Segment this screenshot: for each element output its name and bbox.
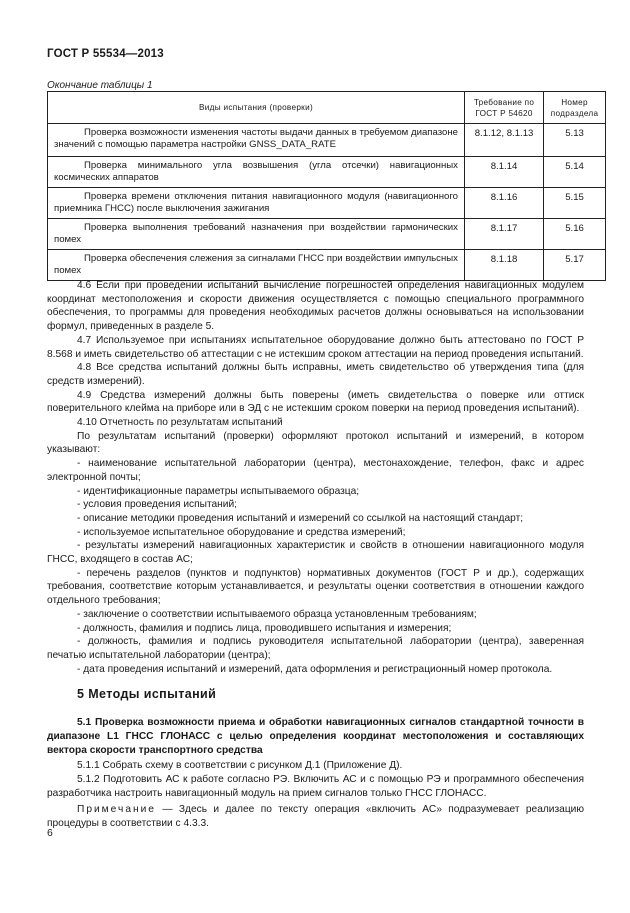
test-requirement: 8.1.16 bbox=[464, 188, 543, 219]
test-requirement: 8.1.18 bbox=[464, 250, 543, 281]
table-row bbox=[48, 219, 606, 250]
list-item: - должность, фамилия и подпись руководителя испытательной лаборатории (центра), заверенная печатью испытательной лаборатории (центра); bbox=[47, 636, 584, 661]
test-description: Проверка возможности изменения частоты выдачи данных в требуемом диапазоне значений с помощью параметра настройки GNSS_DATA_RATE bbox=[54, 127, 458, 151]
paragraph: 4.10 Отчетность по результатам испытаний bbox=[77, 417, 283, 429]
test-subsection: 5.14 bbox=[544, 157, 606, 188]
body-text bbox=[47, 279, 584, 676]
list-item: - условия проведения испытаний; bbox=[77, 499, 238, 511]
table-row bbox=[48, 124, 606, 157]
paragraph: 4.7 Используемое при испытаниях испытательное оборудование должно быть аттестовано по ГОСТ Р 8.568 и иметь свидетельство об аттестации с не истекшим сроком аттестации на период проведения испытаний. bbox=[47, 334, 584, 360]
column-header-subsection: Номер подраздела bbox=[544, 92, 606, 124]
list-item: - используемое испытательное оборудование и средства измерений; bbox=[77, 526, 406, 538]
subsection-heading: 5.1 Проверка возможности приема и обработки навигационных сигналов стандартной точности в диапазоне L1 ГНСС ГЛОНАСС с целью определения координат местоположения и составляющих вектора скорости транспортного средства bbox=[47, 717, 584, 756]
test-requirement: 8.1.14 bbox=[464, 157, 543, 188]
list-item: - перечень разделов (пунктов и подпунктов) нормативных документов (ГОСТ Р и др.), содержащих требования, соответствие которым устанавливается, и результаты оценки соответствия в отношении каждого отдельного требования; bbox=[47, 567, 584, 607]
section-heading: 5 Методы испытаний bbox=[77, 687, 217, 701]
test-description: Проверка времени отключения питания навигационного модуля (навигационного приемника ГНСС) после выключения зажигания bbox=[54, 191, 458, 215]
paragraph: 5.1.2 Подготовить АС к работе согласно РЭ. Включить АС и с помощью РЭ и программного обеспечения разработчика настроить навигационный модуль на прием сигналов только ГНСС ГЛОНАСС. bbox=[47, 774, 584, 799]
paragraph: 4.6 Если при проведении испытаний вычисление погрешностей определения навигационных модулем координат местоположения и скорости движения осуществляется с помощью специального программного обеспечения, то программы для проведения необходимых расчетов должны основываться на использовании формул, приведенных в разделе 5. bbox=[47, 280, 584, 333]
list-item: - дата проведения испытаний и измерений, дата оформления и регистрационный номер протокола. bbox=[77, 663, 553, 675]
table-header-row bbox=[48, 92, 606, 124]
note-label: Примечание bbox=[77, 803, 156, 815]
column-header-tests: Виды испытания (проверки) bbox=[48, 92, 465, 124]
table-caption: Окончание таблицы 1 bbox=[47, 80, 153, 91]
list-item: - заключение о соответствии испытываемого образца установленным требованиям; bbox=[77, 608, 477, 620]
list-item: - наименование испытательной лаборатории (центра), местонахождение, телефон, факс и адрес электронной почты; bbox=[47, 458, 584, 483]
test-subsection: 5.15 bbox=[544, 188, 606, 219]
paragraph: По результатам испытаний (проверки) оформляют протокол испытаний и измерений, в котором указывают: bbox=[47, 430, 584, 456]
test-subsection: 5.17 bbox=[544, 250, 606, 281]
paragraph: 4.8 Все средства испытаний должны быть исправны, иметь свидетельство об утверждения типа (для средств измерений). bbox=[47, 362, 584, 387]
requirements-table bbox=[47, 91, 606, 281]
list-item: - результаты измерений навигационных характеристик и свойств в отношении навигационного модуля ГНСС, входящего в состав АС; bbox=[47, 540, 584, 566]
list-item: - идентификационные параметры испытываемого образца; bbox=[77, 485, 360, 497]
test-requirement: 8.1.12, 8.1.13 bbox=[464, 124, 543, 157]
page-number: 6 bbox=[47, 827, 53, 839]
test-description: Проверка обеспечения слежения за сигналами ГНСС при воздействии импульсных помех bbox=[54, 253, 458, 277]
list-item: - должность, фамилия и подпись лица, проводившего испытания и измерения; bbox=[77, 622, 452, 634]
paragraph: 5.1.1 Собрать схему в соответствии с рисунком Д.1 (Приложение Д). bbox=[77, 760, 403, 772]
list-item: - описание методики проведения испытаний и измерений со ссылкой на настоящий стандарт; bbox=[77, 512, 524, 524]
test-subsection: 5.16 bbox=[544, 219, 606, 250]
test-requirement: 8.1.17 bbox=[464, 219, 543, 250]
test-description: Проверка выполнения требований назначения при воздействии гармонических помех bbox=[54, 222, 458, 246]
column-header-requirement: Требование по ГОСТ Р 54620 bbox=[464, 92, 543, 124]
paragraph: 4.9 Средства измерений должны быть поверены (иметь свидетельства о поверке или оттиск поверительного клейма на приборе или в ЭД с не истекшим сроком поверки на период проведения испытаний). bbox=[47, 389, 584, 415]
test-description: Проверка минимального угла возвышения (угла отсечки) навигационных космических аппаратов bbox=[54, 160, 458, 184]
note-text: — Здесь и далее по тексту операция «включить АС» подразумевает реализацию процедуры в соответствии с 4.3.3. bbox=[47, 803, 584, 829]
test-subsection: 5.13 bbox=[544, 124, 606, 157]
table-row bbox=[48, 188, 606, 219]
section-body bbox=[47, 716, 584, 830]
document-header: ГОСТ Р 55534—2013 bbox=[47, 48, 164, 60]
table-row bbox=[48, 157, 606, 188]
note bbox=[47, 803, 584, 831]
table-row bbox=[48, 250, 606, 281]
